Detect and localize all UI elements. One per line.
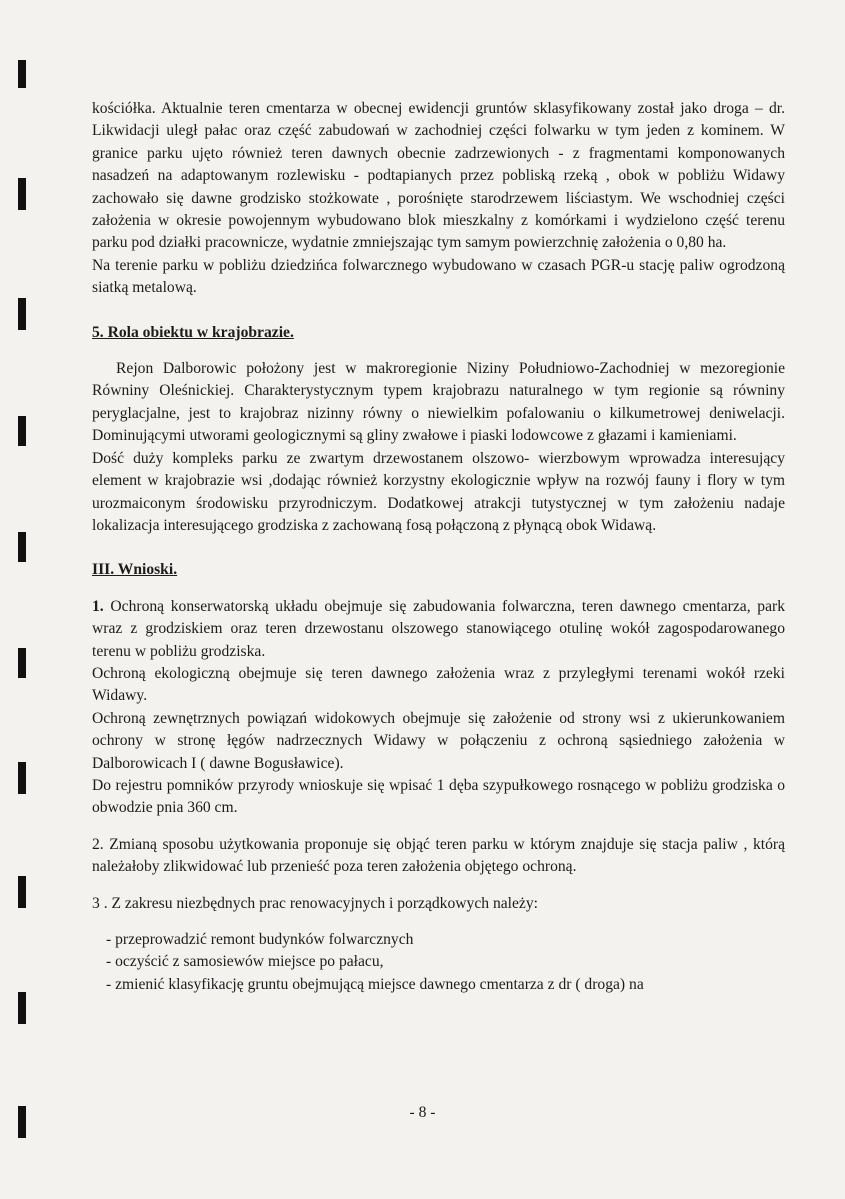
section-heading: 5. Rola obiektu w krajobrazie. xyxy=(92,323,294,341)
paragraph: Dość duży kompleks parku ze zwartym drzewostanem olszowo- wierzbowym wprowadza interesujący element w krajobrazie wsi ,dodając również korzystny ekologicznie wpływ na rozwój fauny i flory w tym urozmaiconym środowisku przyrodniczym. Dodatkowej atrakcji tutystycznej w tym założeniu nadaje lokalizacja interesującego grodziska z zachowaną fosą połączoną z płynącą obok Widawą. xyxy=(92,449,785,534)
scan-mark xyxy=(18,60,26,88)
paragraph: Na terenie parku w pobliżu dziedzińca folwarcznego wybudowano w czasach PGR-u stację paliw ogrodzoną siatką metalową. xyxy=(92,256,785,297)
scan-mark xyxy=(18,648,26,678)
section-heading: III. Wnioski. xyxy=(92,561,178,579)
paragraph: Ochroną zewnętrznych powiązań widokowych obejmuje się założenie od strony wsi z ukierunkowaniem ochrony w stronę łęgów nadrzecznych Widawy w połączeniu z ochroną sąsiedniego założenia w Dalborowicach I ( dawne Bogusławice). xyxy=(92,709,785,772)
paragraph: Do rejestru pomników przyrody wnioskuje się wpisać 1 dęba szypułkowego rosnącego w pobliżu grodziska o obwodzie pnia 360 cm. xyxy=(92,776,785,817)
task-list-item: - przeprowadzić remont budynków folwarcznych xyxy=(106,931,414,948)
task-list xyxy=(92,929,785,996)
list-item xyxy=(92,596,785,663)
scan-mark xyxy=(18,416,26,446)
list-item: 3 . Z zakresu niezbędnych prac renowacyjnych i porządkowych należy: xyxy=(92,894,538,912)
document-body xyxy=(92,98,785,996)
paragraph: Ochroną ekologiczną obejmuje się teren dawnego założenia wraz z przyległymi terenami wokół rzeki Widawy. xyxy=(92,664,785,705)
task-list-item: - oczyścić z samosiewów miejsce po pałacu, xyxy=(106,953,384,971)
paragraph: Rejon Dalborowic położony jest w makroregionie Niziny Południowo-Zachodniej w mezoregionie Równiny Oleśnickiej. Charakterystycznym typem krajobrazu naturalnego w tym regionie są równiny peryglacjalne, jest to krajobraz nizinny równy o niewielkim pofalowaniu o kilkumetrowej deniwelacji. Dominującymi utworami geologicznymi są gliny zwałowe i piaski lodowcowe z głazami i kamieniami. xyxy=(92,360,785,445)
page-number: - 8 - xyxy=(409,1104,436,1121)
task-list-item: - zmienić klasyfikację gruntu obejmującą miejsce dawnego cmentarza z dr ( droga) na xyxy=(106,975,644,993)
scan-mark xyxy=(18,532,26,562)
paragraph: kościółka. Aktualnie teren cmentarza w obecnej ewidencji gruntów sklasyfikowany został jako droga – dr. Likwidacji uległ pałac oraz część zabudowań w zachodniej części folwarku w tym jeden z kominem. W granice parku ujęto również teren dawnych obecnie zadrzewionych - z fragmentami komponowanych nasadzeń na adaptowanym rozlewisku - podtapianych przez pobliską rzeką , obok w pobliżu Widawy zachowało się dawne grodzisko stożkowate , porośnięte starodrzewem liściastym. We wschodniej części założenia w okresie powojennym wybudowano blok mieszkalny z komórkami i wydzielono część terenu parku pod działki pracownicze, wydatnie zmniejszając tym samym powierzchnię założenia o 0,80 ha. xyxy=(92,100,785,252)
item-text: Ochroną konserwatorską układu obejmuje się zabudowania folwarczna, teren dawnego cmentarza, park wraz z grodziskiem oraz teren drzewostanu olszowego stanowiącego otulinę wokół zagospodarowanego terenu w pobliżu grodziska. xyxy=(92,597,785,660)
scan-mark xyxy=(18,876,26,908)
scan-mark xyxy=(18,298,26,330)
list-item: 2. Zmianą sposobu użytkowania proponuje się objąć teren parku w którym znajduje się stacja paliw , którą należałoby zlikwidować lub przenieść poza teren założenia objętego ochroną. xyxy=(92,835,785,876)
scan-mark xyxy=(18,762,26,794)
scan-mark xyxy=(18,178,26,210)
scan-mark xyxy=(18,992,26,1024)
item-number: 1. xyxy=(92,597,104,615)
